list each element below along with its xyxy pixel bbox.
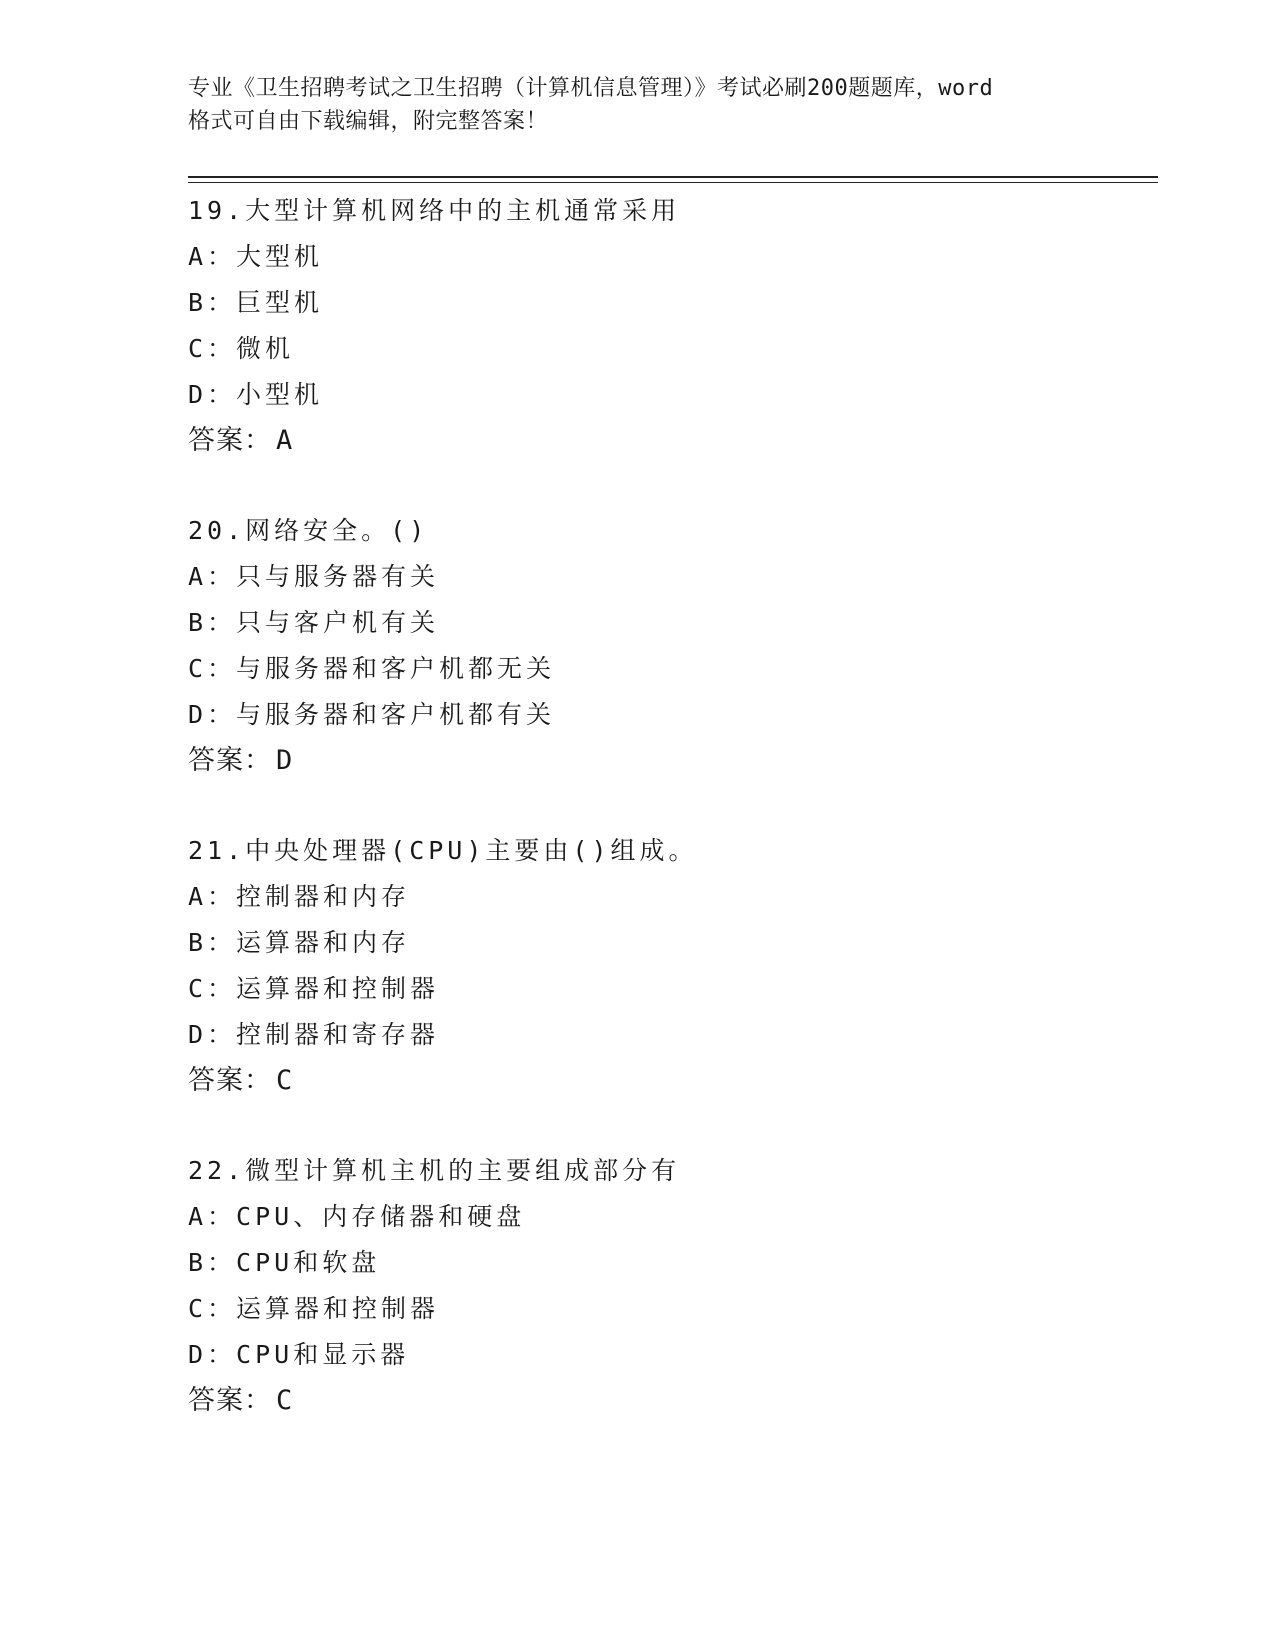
question-20 (188, 508, 1138, 828)
option-b: B：运算器和内存 (188, 928, 411, 957)
answer-label: 答案： (188, 745, 272, 776)
option-c: C：微机 (188, 334, 295, 363)
answer-line (188, 1058, 1138, 1104)
header-title-line-1: 专业《卫生招聘考试之卫生招聘（计算机信息管理）》考试必刷200题题库，word (188, 76, 994, 101)
option-c: C：运算器和控制器 (188, 1294, 440, 1323)
question-stem: 21.中央处理器(CPU)主要由()组成。 (188, 836, 698, 865)
answer-value: D (276, 745, 294, 776)
question-list (188, 188, 1138, 1468)
question-19 (188, 188, 1138, 508)
option-c: C：运算器和控制器 (188, 974, 440, 1003)
option-d: D：控制器和寄存器 (188, 1020, 440, 1049)
option-a: A：CPU、内存储器和硬盘 (188, 1202, 526, 1231)
option-b: B：只与客户机有关 (188, 608, 440, 637)
answer-value: A (276, 425, 294, 456)
option-d: D：小型机 (188, 380, 324, 409)
option-d: D：CPU和显示器 (188, 1340, 410, 1369)
header-title-line-2: 格式可自由下载编辑，附完整答案！ (188, 109, 549, 134)
answer-label: 答案： (188, 425, 272, 456)
document-header (188, 72, 1088, 138)
option-b: B：巨型机 (188, 288, 324, 317)
answer-label: 答案： (188, 1385, 272, 1416)
answer-line (188, 738, 1138, 784)
answer-label: 答案： (188, 1065, 272, 1096)
question-stem: 22.微型计算机主机的主要组成部分有 (188, 1156, 681, 1185)
question-stem: 20.网络安全。() (188, 516, 429, 545)
option-a: A：只与服务器有关 (188, 562, 440, 591)
option-a: A：大型机 (188, 242, 324, 271)
answer-line (188, 418, 1138, 464)
option-d: D：与服务器和客户机都有关 (188, 700, 556, 729)
option-c: C：与服务器和客户机都无关 (188, 654, 556, 683)
question-22 (188, 1148, 1138, 1468)
question-21 (188, 828, 1138, 1148)
answer-value: C (276, 1065, 294, 1096)
header-divider-thick (188, 176, 1158, 178)
header-divider-thin (188, 182, 1158, 183)
answer-line (188, 1378, 1138, 1424)
option-a: A：控制器和内存 (188, 882, 411, 911)
question-stem: 19.大型计算机网络中的主机通常采用 (188, 196, 681, 225)
option-b: B：CPU和软盘 (188, 1248, 381, 1277)
answer-value: C (276, 1385, 294, 1416)
